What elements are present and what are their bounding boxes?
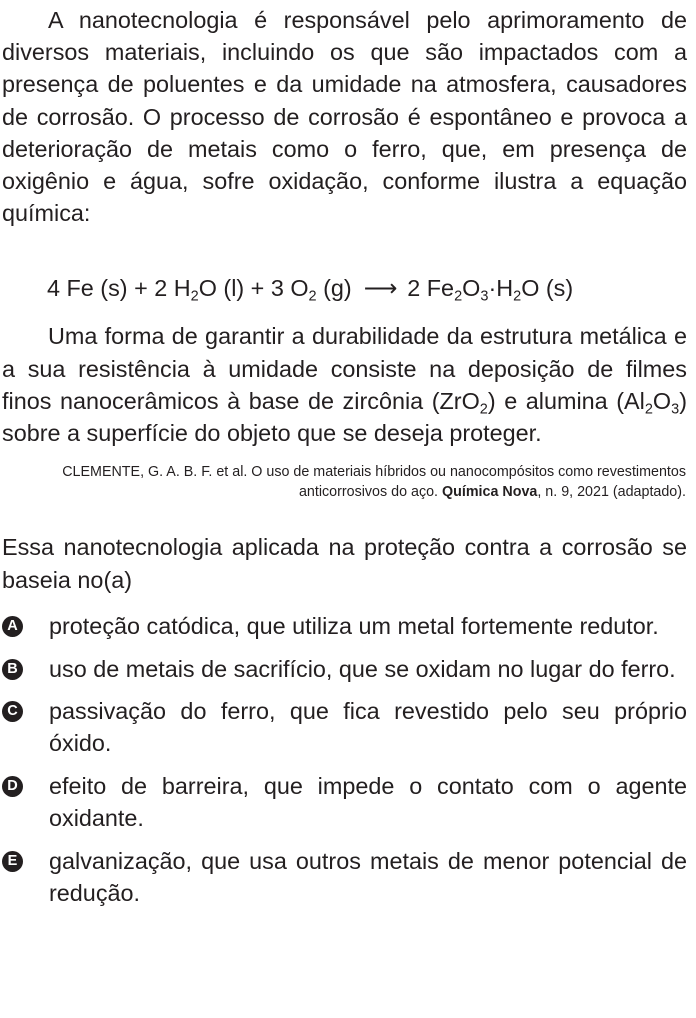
para2-subscript: 3	[671, 401, 680, 418]
eq-subscript: 2	[513, 289, 522, 306]
para2-subscript: 2	[644, 401, 653, 418]
eq-reactant-text: (g)	[316, 275, 352, 302]
eq-product-text: 2 Fe	[407, 275, 455, 302]
para2-text: ) sobre a superfície do objeto que se deseja proteger.	[2, 387, 687, 447]
option-d[interactable]	[2, 770, 687, 834]
option-c-text: passivação do ferro, que fica revestido pelo seu próprio óxido.	[49, 698, 687, 757]
citation-suffix: , n. 9, 2021 (adaptado).	[537, 483, 686, 500]
question-stem: Essa nanotecnologia aplicada na proteção contra a corrosão se baseia no(a)	[2, 534, 687, 593]
option-a-text: proteção catódica, que utiliza um metal fortemente redutor.	[49, 612, 659, 639]
eq-subscript: 2	[190, 289, 199, 306]
option-c[interactable]	[2, 695, 687, 759]
reaction-arrow-icon: ⟶	[363, 275, 398, 302]
citation-prefix: CLEMENTE, G. A. B. F. et al. O uso de materiais híbridos ou nanocompósitos como revestimentos anticorrosivos do aço.	[62, 464, 686, 500]
eq-reactant-text: 4 Fe (s) + 2 H	[47, 275, 191, 302]
eq-product-text: ·H	[488, 275, 514, 302]
para2-text: O	[652, 387, 672, 414]
option-d-text: efeito de barreira, que impede o contato com o agente oxidante.	[49, 773, 687, 832]
option-c-badge-icon: C	[2, 701, 23, 722]
second-paragraph	[2, 320, 687, 449]
eq-subscript: 2	[308, 289, 317, 306]
citation-source: Química Nova	[442, 483, 538, 500]
intro-paragraph: A nanotecnologia é responsável pelo aprimoramento de diversos materiais, incluindo os que são impactados com a presença de poluentes e da umidade na atmosfera, causadores de corrosão. O processo de corrosão é espontâneo e provoca a deterioração de metais como o ferro, que, em presença de oxigênio e água, sofre oxidação, conforme ilustra a equação química:	[2, 7, 687, 227]
option-e-text: galvanização, que usa outros metais de menor potencial de redução.	[49, 848, 687, 907]
eq-reactant-text: O (l) + 3 O	[198, 275, 309, 302]
option-a-badge-icon: A	[2, 616, 23, 637]
option-a[interactable]	[2, 610, 687, 642]
chemical-equation	[47, 272, 687, 304]
eq-product-text: O	[462, 275, 481, 302]
question-page	[2, 4, 687, 920]
option-e-badge-icon: E	[2, 851, 23, 872]
para2-text: Uma forma de garantir a durabilidade da estrutura metálica e a sua resistência à umidade consiste na deposição de filmes finos nanocerâmicos à base de zircônia (ZrO	[2, 323, 687, 414]
eq-subscript: 3	[480, 289, 489, 306]
option-d-badge-icon: D	[2, 776, 23, 797]
para2-subscript: 2	[479, 401, 488, 418]
citation	[2, 463, 686, 502]
option-b-text: uso de metais de sacrifício, que se oxidam no lugar do ferro.	[49, 655, 676, 682]
answer-options	[2, 610, 687, 910]
option-b[interactable]	[2, 653, 687, 685]
option-b-badge-icon: B	[2, 659, 23, 680]
eq-product-text: O (s)	[521, 275, 574, 302]
eq-subscript: 2	[454, 289, 463, 306]
para2-text: ) e alumina (Al	[487, 387, 645, 414]
option-e[interactable]	[2, 845, 687, 909]
